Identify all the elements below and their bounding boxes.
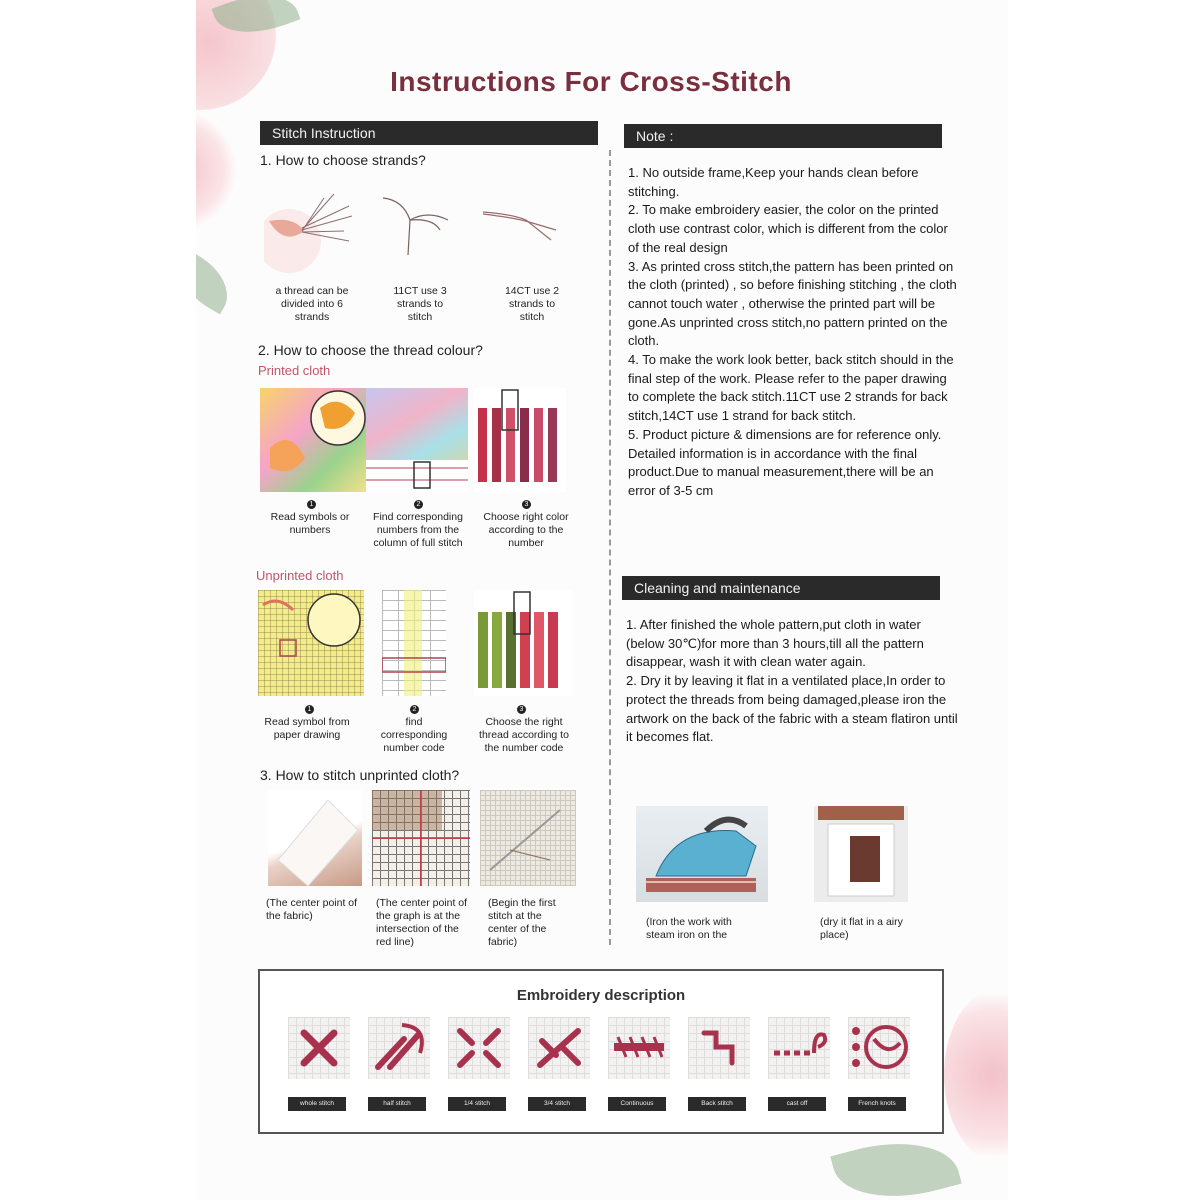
- printed-step-caption-1: Read symbols or numbers: [270, 511, 350, 536]
- leaf-decoration-bottom: [830, 1125, 961, 1200]
- embroidery-french-knots: [846, 1015, 916, 1115]
- flower-decoration-bottom-right: [944, 985, 1008, 1165]
- three-quarter-stitch-icon: [528, 1017, 590, 1079]
- french-knots-icon: [848, 1017, 910, 1079]
- unprinted-cloth-label: Unprinted cloth: [256, 568, 344, 583]
- embroidery-description-box: [258, 969, 944, 1134]
- embroidery-half-stitch: [366, 1015, 436, 1115]
- printed-cloth-image-3: [474, 388, 566, 492]
- cleaning-bar: Cleaning and maintenance: [622, 576, 940, 600]
- strand-caption-1: a thread can be divided into 6 strands: [275, 285, 349, 323]
- question-stitch-unprinted: 3. How to stitch unprinted cloth?: [260, 767, 460, 783]
- note-2: 2. To make embroidery easier, the color on the printed cloth use contrast color, which is different from the color of the real design: [628, 202, 948, 255]
- unprinted-step-caption-1: Read symbol from paper drawing: [264, 716, 350, 741]
- stitch-caption-1: (The center point of the fabric): [266, 897, 358, 922]
- three-quarter-stitch-label: 3/4 stitch: [528, 1097, 586, 1111]
- notes-list: [628, 164, 958, 501]
- strand-caption-2: 11CT use 3 strands to stitch: [393, 285, 447, 323]
- strand-image-3: [378, 190, 458, 260]
- back-stitch-icon: [688, 1017, 750, 1079]
- embroidery-whole-stitch: [286, 1015, 356, 1115]
- embroidery-title: Embroidery description: [516, 987, 686, 1004]
- cleaning-list: [626, 616, 958, 747]
- note-5: 5. Product picture & dimensions are for reference only. Detailed information is in accordance with the final product.Due to manual measurement,there will be an error of 3-5 cm: [628, 426, 942, 498]
- stitch-instruction-bar: Stitch Instruction: [260, 121, 598, 145]
- unprinted-step-caption-2: find corresponding number code: [380, 716, 448, 754]
- column-divider: [609, 150, 611, 945]
- back-stitch-label: Back stitch: [688, 1097, 746, 1111]
- fabric-center-image: [268, 790, 362, 886]
- half-stitch-label: half stitch: [368, 1097, 426, 1111]
- whole-stitch-label: whole stitch: [288, 1097, 346, 1111]
- strand-image-6: [264, 186, 354, 276]
- whole-stitch-icon: [288, 1017, 350, 1079]
- unprinted-cloth-image-3: [474, 590, 572, 696]
- embroidery-continuous: [606, 1015, 676, 1115]
- instruction-sheet: [196, 0, 1008, 1200]
- iron-caption: (Iron the work with steam iron on the: [646, 916, 732, 941]
- unprinted-cloth-image-2: [382, 590, 446, 696]
- embroidery-cast-off: [766, 1015, 836, 1115]
- stitch-caption-2: (The center point of the graph is at the intersection of the red line): [376, 897, 468, 948]
- printed-cloth-image-2: [366, 388, 468, 492]
- unprinted-step-number-1: 1: [305, 705, 314, 714]
- embroidery-quarter-stitch: [446, 1015, 516, 1115]
- graph-center-image: [372, 790, 470, 886]
- step-number-2: 2: [414, 500, 423, 509]
- dry-caption: (dry it flat in a airy place): [820, 916, 903, 941]
- step-number-3: 3: [522, 500, 531, 509]
- continuous-stitch-icon: [608, 1017, 670, 1079]
- embroidery-three-quarter-stitch: [526, 1015, 596, 1115]
- unprinted-step-number-2: 2: [410, 705, 419, 714]
- cast-off-label: cast off: [768, 1097, 826, 1111]
- printed-cloth-image-1: [260, 388, 366, 492]
- dry-flat-image: [814, 806, 908, 902]
- cleaning-2: 2. Dry it by leaving it flat in a ventilated place,In order to protect the threads from being damaged,please iron the artwork on the back of the fabric with a steam flatiron until it becomes flat.: [626, 673, 958, 745]
- question-thread-colour: 2. How to choose the thread colour?: [258, 342, 483, 358]
- note-bar: Note :: [624, 124, 942, 148]
- cast-off-icon: [768, 1017, 830, 1079]
- note-1: 1. No outside frame,Keep your hands clean before stitching.: [628, 165, 919, 199]
- note-3: 3. As printed cross stitch,the pattern has been printed on the cloth (printed) , so before finishing stitching , the cloth cannot touch water , otherwise the printed part will be gone.As unprinted cross stitch,no pattern printed on the cloth.: [628, 258, 957, 349]
- strand-caption-3: 14CT use 2 strands to stitch: [504, 285, 560, 323]
- french-knots-label: French knots: [848, 1097, 906, 1111]
- flower-decoration-left: [196, 110, 236, 230]
- unprinted-cloth-image-1: [258, 590, 364, 696]
- printed-step-caption-3: Choose right color according to the number: [483, 511, 569, 549]
- strand-image-2: [481, 200, 561, 250]
- step-number-1: 1: [307, 500, 316, 509]
- quarter-stitch-icon: [448, 1017, 510, 1079]
- question-strands: 1. How to choose strands?: [260, 152, 426, 168]
- continuous-label: Continuous: [608, 1097, 666, 1111]
- steam-iron-image: [636, 806, 768, 902]
- unprinted-step-number-3: 3: [517, 705, 526, 714]
- quarter-stitch-label: 1/4 stitch: [448, 1097, 506, 1111]
- printed-cloth-label: Printed cloth: [258, 363, 331, 378]
- stitch-caption-3: (Begin the first stitch at the center of the fabric): [488, 897, 556, 948]
- leaf-decoration-left: [196, 250, 240, 315]
- page-title: Instructions For Cross-Stitch: [390, 66, 792, 97]
- half-stitch-icon: [368, 1017, 430, 1079]
- printed-step-caption-2: Find corresponding numbers from the column of full stitch: [373, 511, 463, 549]
- unprinted-step-caption-3: Choose the right thread according to the number code: [479, 716, 569, 754]
- embroidery-back-stitch: [686, 1015, 756, 1115]
- note-4: 4. To make the work look better, back stitch should in the final step of the work. Please refer to the paper drawing to complete the back stitch.11CT use 2 strands for back stitch,14CT use 1 strand for back stitch.: [628, 352, 954, 424]
- cleaning-1: 1. After finished the whole pattern,put cloth in water (below 30℃)for more than 3 hours,till all the pattern disappear, wash it with clean water again.: [626, 617, 924, 670]
- first-stitch-image: [480, 790, 576, 886]
